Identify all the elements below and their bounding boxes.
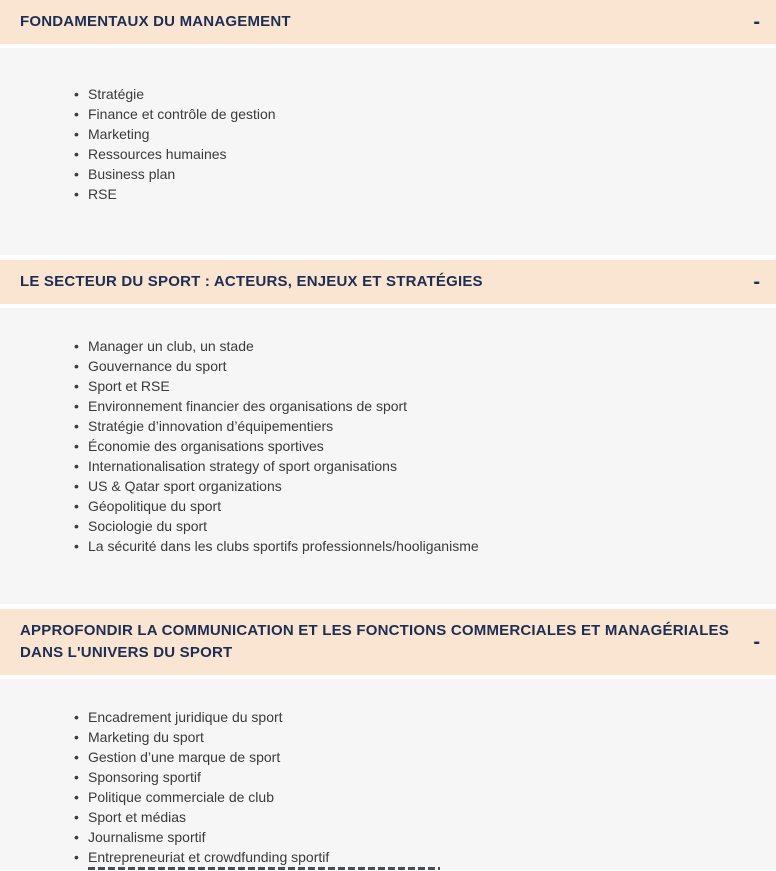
list-item: • Stratégie [88,84,756,104]
list-item: • US & Qatar sport organizations [88,476,756,496]
section-title: APPROFONDIR LA COMMUNICATION ET LES FONCTIONS COMMERCIALES ET MANAGÉRIALES DANS L'UNIVERS DU SPORT [20,622,729,661]
list-item: • Ressources humaines [88,144,756,164]
list-item: • Manager un club, un stade [88,336,756,356]
section-body [0,679,776,870]
list-item: • Environnement financier des organisations de sport [88,396,756,416]
section-header[interactable] [0,0,776,44]
list-item: • Journalisme sportif [88,827,756,847]
accordion-section-fondamentaux [0,0,776,255]
course-list [0,84,776,204]
list-item: • Sport et RSE [88,376,756,396]
list-item: • Politique commerciale de club [88,787,756,807]
list-item: • Business plan [88,164,756,184]
list-item: • Gestion d’une marque de sport [88,747,756,767]
list-item: • Encadrement juridique du sport [88,707,756,727]
list-item: • Gouvernance du sport [88,356,756,376]
list-item: • Sponsoring sportif [88,767,756,787]
list-item: • Marketing du sport [88,727,756,747]
collapse-minus-icon[interactable]: - [753,11,760,33]
list-item: • Marketing [88,124,756,144]
accordion-section-approfondir-communication [0,609,776,870]
list-item: • Entrepreneuriat et crowdfunding sportif [88,847,756,867]
list-item: • Stratégie d’innovation d’équipementiers [88,416,756,436]
course-list [0,707,776,867]
list-item: • Économie des organisations sportives [88,436,756,456]
list-item: • Sport et médias [88,807,756,827]
course-list [0,336,776,556]
list-item: • RSE [88,184,756,204]
clipped-next-item-line [88,867,440,870]
list-item: • Internationalisation strategy of sport organisations [88,456,756,476]
list-item: • La sécurité dans les clubs sportifs professionnels/hooliganisme [88,536,756,556]
section-header[interactable] [0,609,776,675]
list-item: • Géopolitique du sport [88,496,756,516]
section-body [0,48,776,255]
section-header[interactable] [0,260,776,304]
accordion-section-secteur-du-sport [0,260,776,604]
section-title: LE SECTEUR DU SPORT : ACTEURS, ENJEUX ET STRATÉGIES [20,273,483,290]
list-item: • Sociologie du sport [88,516,756,536]
list-item: • Finance et contrôle de gestion [88,104,756,124]
collapse-minus-icon[interactable]: - [753,631,760,653]
section-body [0,308,776,604]
collapse-minus-icon[interactable]: - [753,271,760,293]
section-title: FONDAMENTAUX DU MANAGEMENT [20,13,291,30]
